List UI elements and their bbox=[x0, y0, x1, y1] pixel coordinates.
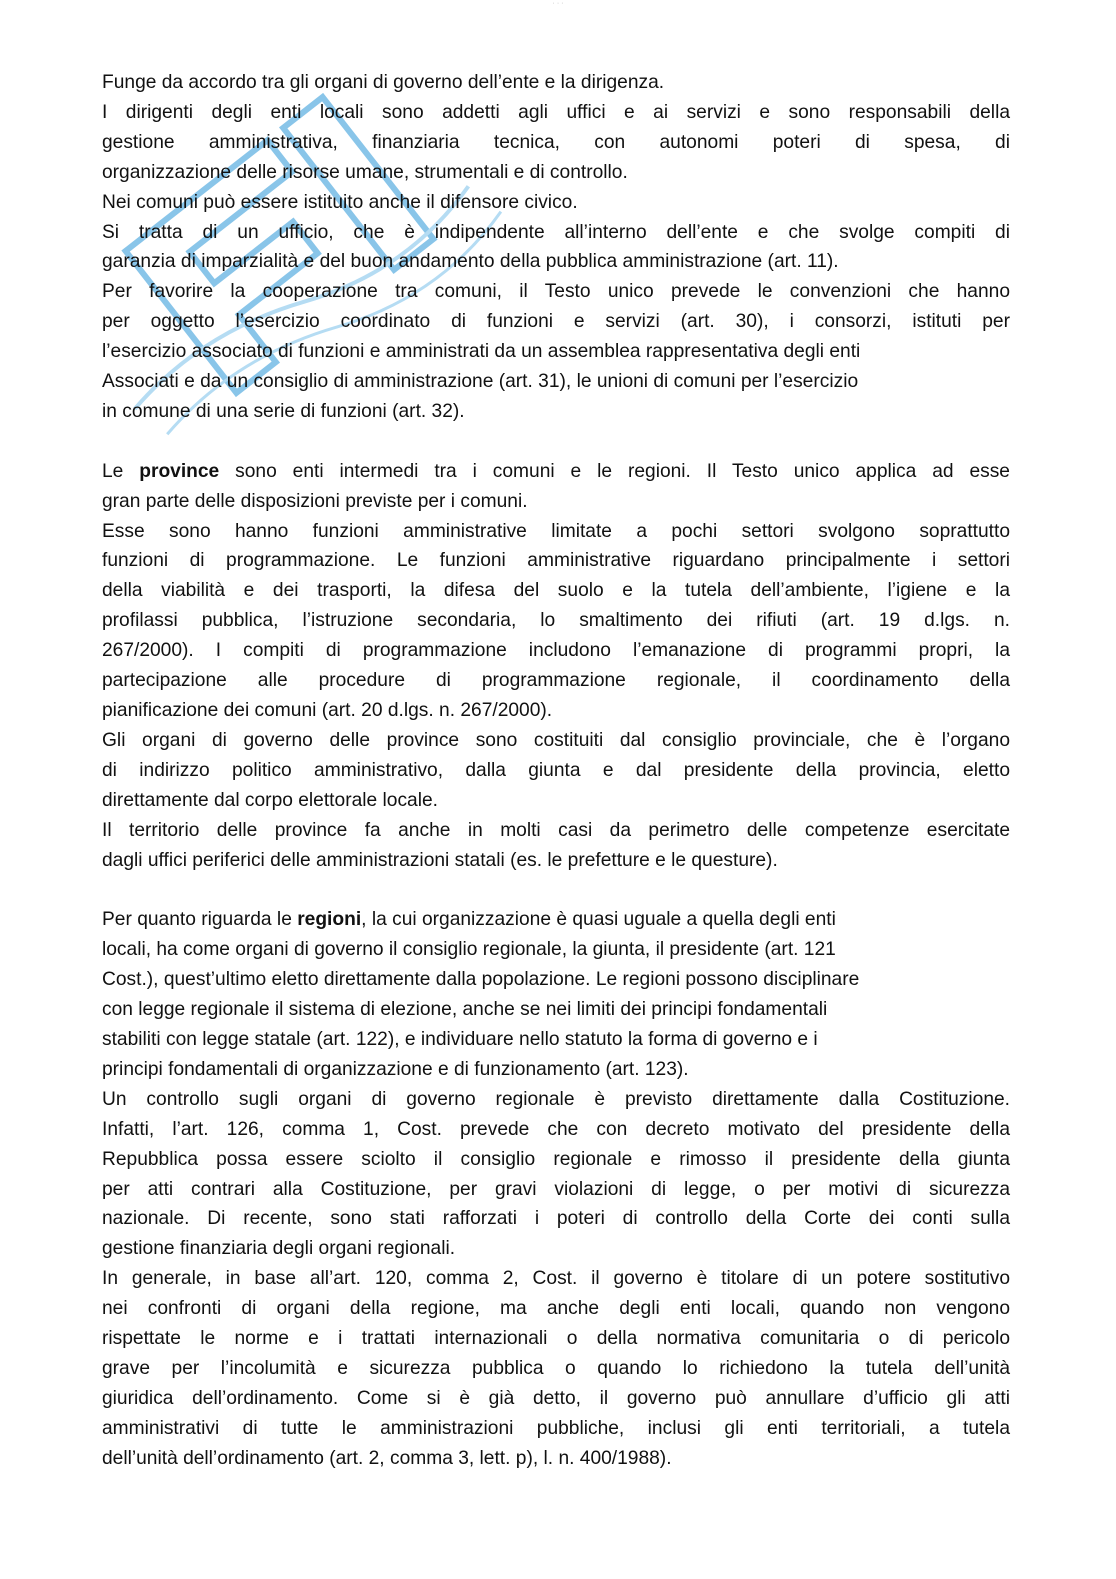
line-prefix: Le bbox=[102, 460, 140, 482]
line-text: gestione amministrativa, finanziaria tecnica, con autonomi poteri di spesa, di bbox=[102, 131, 1010, 153]
text-line bbox=[102, 666, 1010, 696]
line-text: giuridica dell’ordinamento. Come si è già detto, il governo può annullare d’ufficio gli atti bbox=[102, 1387, 1010, 1409]
line-text: gestione finanziaria degli organi regionali. bbox=[102, 1238, 456, 1260]
text-line bbox=[102, 935, 1010, 965]
paragraph bbox=[102, 188, 1010, 218]
text-line bbox=[102, 1085, 1010, 1115]
line-text: dagli uffici periferici delle amministrazioni statali (es. le prefetture e le questure). bbox=[102, 849, 778, 871]
text-line bbox=[102, 247, 1010, 277]
text-line bbox=[102, 756, 1010, 786]
text-line bbox=[102, 576, 1010, 606]
line-text: I dirigenti degli enti locali sono addetti agli uffici e ai servizi e sono responsabili della bbox=[102, 101, 1010, 123]
line-text: Per favorire la cooperazione tra comuni, il Testo unico prevede le convenzioni che hanno bbox=[102, 281, 1010, 303]
text-line bbox=[102, 606, 1010, 636]
text-line bbox=[102, 397, 1010, 427]
line-text: Funge da accordo tra gli organi di governo dell’ente e la dirigenza. bbox=[102, 72, 665, 93]
text-line bbox=[102, 1444, 1010, 1474]
line-text: Si tratta di un ufficio, che è indipendente all’interno dell’ente e che svolge compiti di bbox=[102, 221, 1010, 243]
line-text: per atti contrari alla Costituzione, per gravi violazioni di legge, o per motivi di sicurezza bbox=[102, 1178, 1010, 1200]
text-line bbox=[102, 307, 1010, 337]
paragraph bbox=[102, 517, 1010, 726]
text-line bbox=[102, 1204, 1010, 1234]
paragraph bbox=[102, 1085, 1010, 1264]
line-text: Esse sono hanno funzioni amministrative limitate a pochi settori svolgono soprattutto bbox=[102, 520, 1010, 542]
line-text: Il territorio delle province fa anche in molti casi da perimetro delle competenze esercitate bbox=[102, 819, 1010, 841]
line-text: partecipazione alle procedure di programmazione regionale, il coordinamento della bbox=[102, 670, 1010, 692]
paragraph bbox=[102, 277, 1010, 427]
text-line bbox=[102, 846, 1010, 876]
paragraph bbox=[102, 726, 1010, 816]
text-line bbox=[102, 1324, 1010, 1354]
paragraph bbox=[102, 68, 1010, 98]
text-line bbox=[102, 218, 1010, 248]
line-text: nei confronti di organi della regione, ma anche degli enti locali, quando non vengono bbox=[102, 1298, 1010, 1320]
line-text: Associati e da un consiglio di amministrazione (art. 31), le unioni di comuni per l’esercizio bbox=[102, 371, 859, 393]
line-text: l’esercizio associato di funzioni e amministrati da un assemblea rappresentativa degli enti bbox=[102, 341, 861, 363]
paragraph bbox=[102, 905, 1010, 1084]
line-text: garanzia di imparzialità e del buon andamento della pubblica amministrazione (art. 11). bbox=[102, 251, 839, 273]
line-text: di indirizzo politico amministrativo, dalla giunta e dal presidente della provincia, eletto bbox=[102, 759, 1010, 781]
line-text: Nei comuni può essere istituito anche il difensore civico. bbox=[102, 191, 578, 213]
line-text: direttamente dal corpo elettorale locale. bbox=[102, 789, 438, 811]
text-line bbox=[102, 1294, 1010, 1324]
text-line bbox=[102, 636, 1010, 666]
text-line bbox=[102, 1384, 1010, 1414]
text-line bbox=[102, 277, 1010, 307]
text-line bbox=[102, 1414, 1010, 1444]
paragraph bbox=[102, 816, 1010, 876]
text-line bbox=[102, 337, 1010, 367]
line-text: organizzazione delle risorse umane, strumentali e di controllo. bbox=[102, 161, 628, 183]
text-line bbox=[102, 1234, 1010, 1264]
text-line bbox=[102, 995, 1010, 1025]
text-line bbox=[102, 816, 1010, 846]
line-text: stabiliti con legge statale (art. 122), e individuare nello statuto la forma di governo e i bbox=[102, 1028, 818, 1050]
text-line bbox=[102, 517, 1010, 547]
header-mark: · · · bbox=[552, 0, 564, 7]
text-line bbox=[102, 726, 1010, 756]
paragraph bbox=[102, 98, 1010, 188]
line-text: grave per l’incolumità e sicurezza pubblica o quando lo richiedono la tutela dell’unità bbox=[102, 1357, 1010, 1379]
text-line bbox=[102, 546, 1010, 576]
line-text: Gli organi di governo delle province sono costituiti dal consiglio provinciale, che è l’organo bbox=[102, 729, 1010, 751]
text-line bbox=[102, 457, 1010, 487]
paragraph bbox=[102, 218, 1010, 278]
line-prefix: Per quanto riguarda le bbox=[102, 909, 298, 931]
line-text: con legge regionale il sistema di elezione, anche se nei limiti dei principi fondamentali bbox=[102, 999, 828, 1021]
text-line bbox=[102, 68, 1010, 98]
text-line bbox=[102, 487, 1010, 517]
line-text: amministrativi di tutte le amministrazioni pubbliche, inclusi gli enti territoriali, a tutela bbox=[102, 1417, 1010, 1439]
line-text: della viabilità e dei trasporti, la difesa del suolo e la tutela dell’ambiente, l’igiene e la bbox=[102, 580, 1010, 602]
paragraph bbox=[102, 1264, 1010, 1473]
line-text: dell’unità dell’ordinamento (art. 2, comma 3, lett. p), l. n. 400/1988). bbox=[102, 1447, 672, 1469]
text-line bbox=[102, 128, 1010, 158]
document-body bbox=[102, 68, 1010, 1474]
text-line bbox=[102, 98, 1010, 128]
text-line bbox=[102, 367, 1010, 397]
paragraph bbox=[102, 457, 1010, 517]
line-text: Infatti, l’art. 126, comma 1, Cost. prevede che con decreto motivato del presidente della bbox=[102, 1118, 1010, 1140]
text-line bbox=[102, 1145, 1010, 1175]
line-text: Cost.), quest’ultimo eletto direttamente dalla popolazione. Le regioni possono disciplinare bbox=[102, 969, 860, 991]
bold-term: regioni bbox=[297, 909, 362, 931]
text-line bbox=[102, 158, 1010, 188]
text-line bbox=[102, 1115, 1010, 1145]
line-text: Un controllo sugli organi di governo regionale è previsto direttamente dalla Costituzione. bbox=[102, 1088, 1010, 1110]
text-line bbox=[102, 1055, 1010, 1085]
line-text: principi fondamentali di organizzazione e di funzionamento (art. 123). bbox=[102, 1058, 689, 1080]
text-line bbox=[102, 696, 1010, 726]
line-text: pianificazione dei comuni (art. 20 d.lgs. n. 267/2000). bbox=[102, 700, 553, 722]
line-text: in comune di una serie di funzioni (art. 32). bbox=[102, 400, 465, 422]
line-text: sono enti intermedi tra i comuni e le regioni. Il Testo unico applica ad esse bbox=[219, 460, 1010, 482]
line-text: locali, ha come organi di governo il consiglio regionale, la giunta, il presidente (art. 121 bbox=[102, 939, 836, 961]
line-text: nazionale. Di recente, sono stati rafforzati i poteri di controllo della Corte dei conti sulla bbox=[102, 1208, 1010, 1230]
line-text: Repubblica possa essere sciolto il consiglio regionale e rimosso il presidente della giunta bbox=[102, 1148, 1010, 1170]
text-line bbox=[102, 1354, 1010, 1384]
paragraph-gap bbox=[102, 875, 1010, 905]
text-line bbox=[102, 188, 1010, 218]
bold-term: province bbox=[139, 460, 220, 482]
line-text: rispettate le norme e i trattati internazionali o della normativa comunitaria o di pericolo bbox=[102, 1328, 1010, 1350]
line-text: gran parte delle disposizioni previste per i comuni. bbox=[102, 490, 528, 512]
line-text: profilassi pubblica, l’istruzione secondaria, lo smaltimento dei rifiuti (art. 19 d.lgs. n. bbox=[102, 610, 1010, 632]
text-line bbox=[102, 786, 1010, 816]
line-text: 267/2000). I compiti di programmazione includono l’emanazione di programmi propri, la bbox=[102, 640, 1010, 662]
text-line bbox=[102, 1025, 1010, 1055]
paragraph-gap bbox=[102, 427, 1010, 457]
text-line bbox=[102, 1264, 1010, 1294]
text-line bbox=[102, 965, 1010, 995]
line-text: , la cui organizzazione è quasi uguale a quella degli enti bbox=[361, 909, 836, 931]
text-line bbox=[102, 905, 1010, 935]
line-text: funzioni di programmazione. Le funzioni amministrative riguardano principalmente i settori bbox=[102, 550, 1010, 572]
text-line bbox=[102, 1175, 1010, 1205]
line-text: per oggetto l’esercizio coordinato di funzioni e servizi (art. 30), i consorzi, istituti per bbox=[102, 311, 1010, 333]
line-text: In generale, in base all’art. 120, comma 2, Cost. il governo è titolare di un potere sostitutivo bbox=[102, 1268, 1010, 1290]
